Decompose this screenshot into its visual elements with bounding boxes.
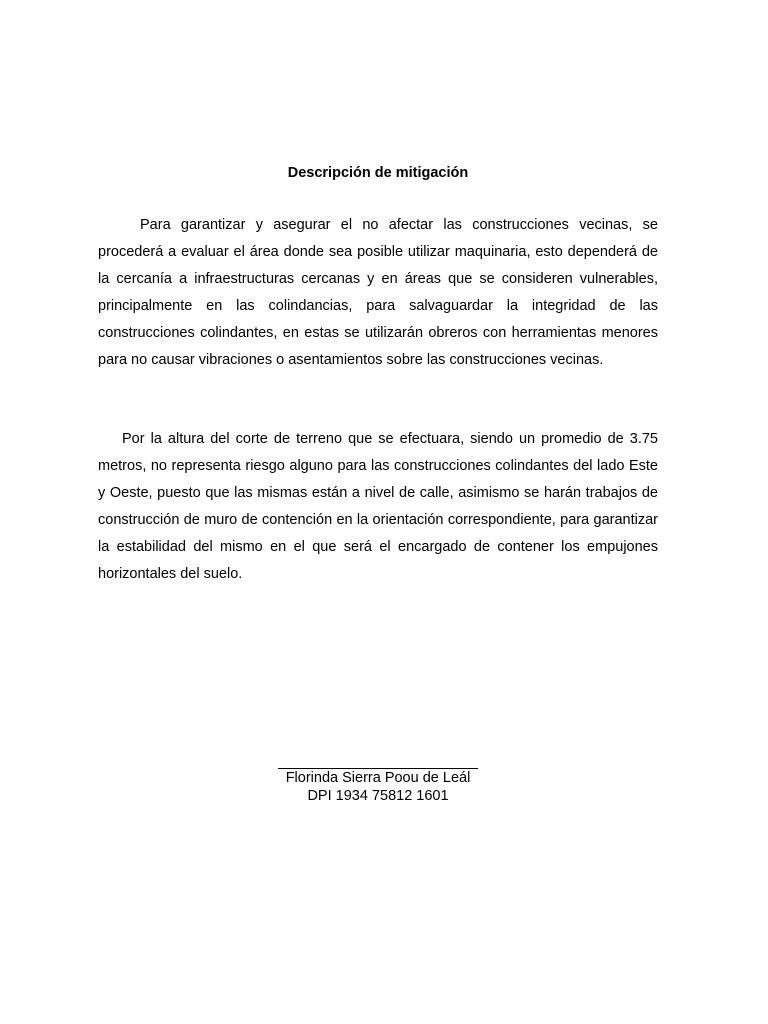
signature-block — [0, 752, 756, 805]
document-title: Descripción de mitigación — [287, 165, 469, 181]
signer-id: DPI 1934 75812 1601 — [307, 788, 449, 804]
paragraph-terrain-cut: Por la altura del corte de terreno que se efectuara, siendo un promedio de 3.75 metros, no representa riesgo alguno para las construcciones colindantes del lado Este y Oeste, puesto que las mismas están a nivel de calle, asimismo se harán trabajos de construcción de muro de contención en la orientación correspondiente, para garantizar la estabilidad del mismo en el que será el encargado de contener los empujones horizontales del suelo. — [98, 431, 658, 582]
signer-name: Florinda Sierra Poou de Leál — [285, 770, 471, 786]
signature-line — [278, 768, 478, 769]
paragraph-mitigation-intro: Para garantizar y asegurar el no afectar las construcciones vecinas, se procederá a evaluar el área donde sea posible utilizar maquinaria, esto dependerá de la cercanía a infraestructuras cercanas y en áreas que se consideren vulnerables, principalmente en las colindancias, para salvaguardar la integridad de las construcciones colindantes, en estas se utilizarán obreros con herramientas menores para no causar vibraciones o asentamientos sobre las construcciones vecinas. — [98, 217, 658, 368]
